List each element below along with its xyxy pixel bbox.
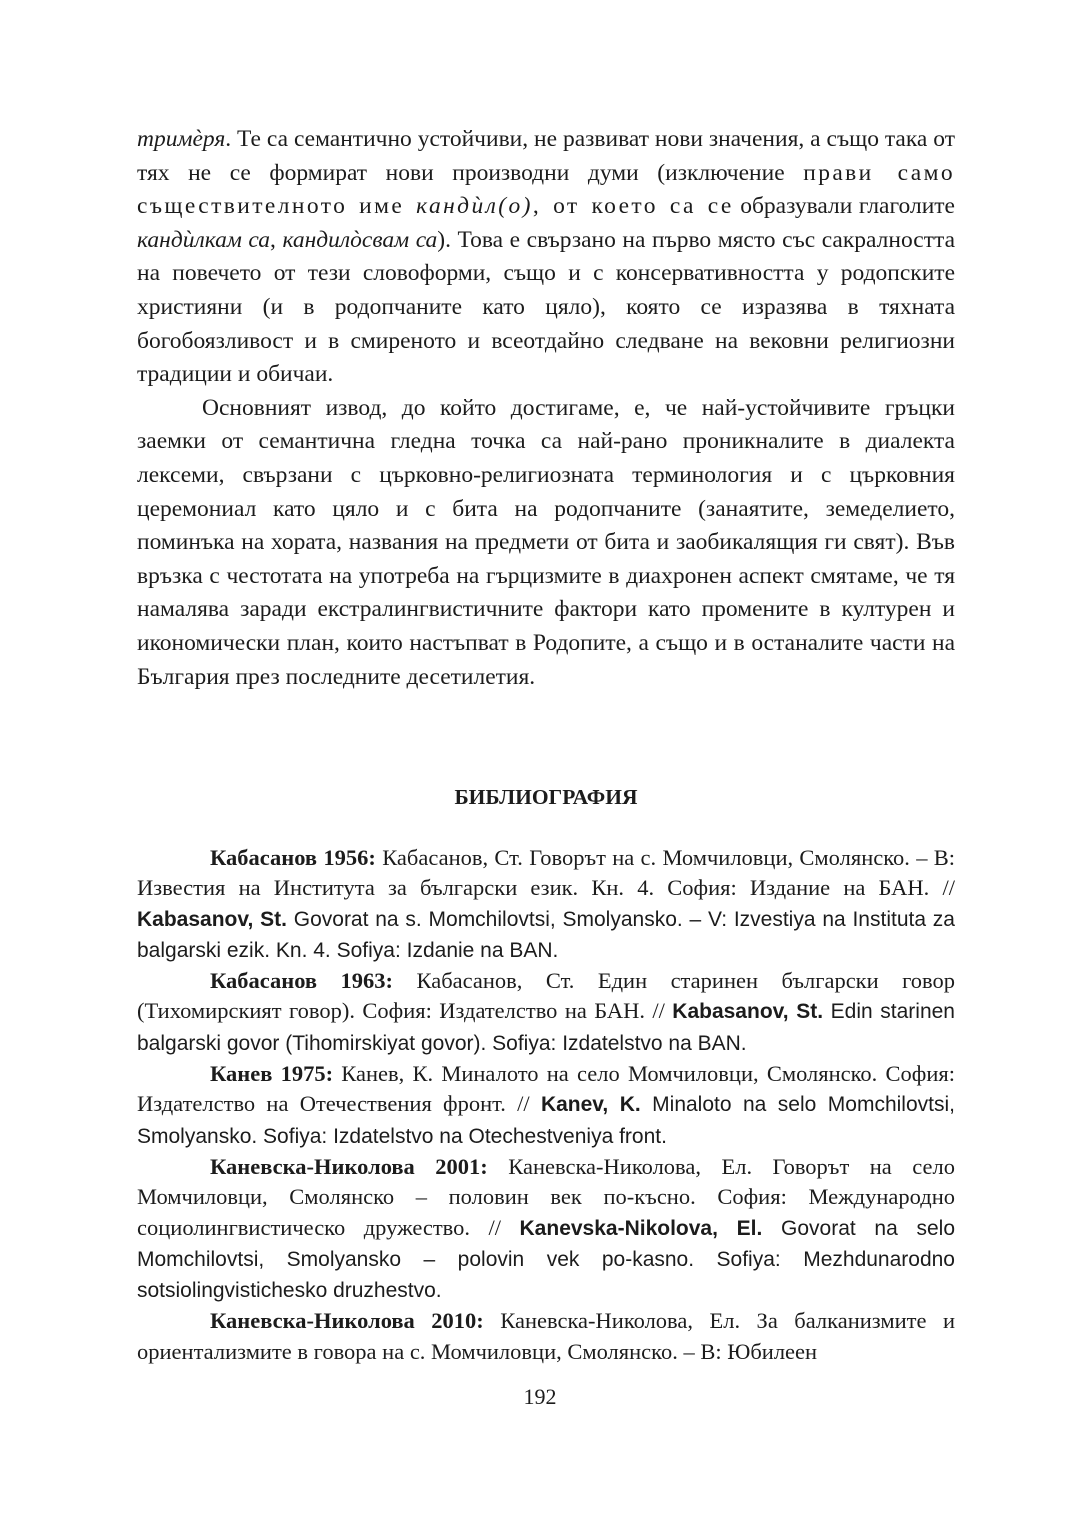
bibliography-entry: Канев 1975: Канев, К. Миналото на село Момчиловци, Смолянско. София: Издателство на Отечествения фронт. // Kanev, K. Minaloto na selo Momchilovtsi, Smolyansko. Sofiya: Izdatelstvo na Otechestveniya front.	[137, 1061, 955, 1148]
bibliography-entry: Кабасанов 1956: Кабасанов, Ст. Говорът на с. Момчиловци, Смолянско. – В: Известия на Института за български език. Кн. 4. София: Издание на БАН. // Kabasanov, St. Govorat na s. Momchilovtsi, Smolyansko. – V: Izvestiya na Instituta za balgarski ezik. Kn. 4. Sofiya: Izdanie na BAN.	[137, 845, 956, 962]
page-number: 192	[523, 1384, 557, 1409]
body-text	[137, 123, 955, 694]
italic-term: кандѝл(о)	[416, 193, 533, 220]
paragraph-2: Основният извод, до който достигаме, е, че най-устойчивите гръцки заемки от семантична гледна точка са най-рано проникналите в диалекта лексеми, свързани с църковно-религиозната терминология и с църковния церемониал като цяло и с бита на родопчаните (занаятите, земеделието, поминъка на хората, названия на предмети от бита и заобикалящия ги свят). Във връзка с честотата на употреба на гърцизмите в диахронен аспект смятаме, че тя намалява заради екстралингвистичните фактори като промените в културен и икономически план, които настъпват в Родопите, а също и в останалите части на България през последните десетилетия.	[137, 394, 955, 690]
bibliography-entry: Каневска-Николова 2010: Каневска-Николова, Ел. За балканизмите и ориентализмите в говора на с. Момчиловци, Смолянско. – В: Юбилеен	[137, 1308, 955, 1364]
italic-term: кандѝлкам са	[137, 226, 270, 253]
bibliography-list	[137, 843, 955, 1367]
bibliography-title: БИБЛИОГРАФИЯ	[454, 785, 638, 809]
italic-term: кандилòсвам са	[282, 226, 438, 253]
italic-term: тримѐря	[137, 126, 226, 152]
paragraph-1: тримѐря. Те са семантично устойчиви, не развиват нови значения, а също така от тях не се формират нови производни думи (изключение прави само съществителното име кандѝл(о), от което са се образували глаголите кандѝлкам са, кандилòсвам са). Това е свързано на първо място със сакралността на повечето от тези словоформи, също и с консервативността у родопските християни (и в родопчаните като цяло), която се изразява в тяхната богобоязливост и в смиреното и всеотдайно следване на вековни религиозни традиции и обичаи.	[137, 126, 955, 388]
bibliography-entry: Каневска-Николова 2001: Каневска-Николова, Ел. Говорът на село Момчиловци, Смолянско – половин век по-късно. София: Международно социолингвистическо дружество. // Kanevska-Nikolova, El. Govorat na selo Momchilovtsi, Smolyansko – polovin vek po-kasno. Sofiya: Mezhdunarodno sotsiolingvistichesko druzhestvo.	[137, 1153, 956, 1303]
bibliography-entry: Кабасанов 1963: Кабасанов, Ст. Един старинен български говор (Тихомирският говор). София: Издателство на БАН. // Kabasanov, St. Edin starinen balgarski govor (Tihomirskiyat govor). Sofiya: Izdatelstvo na BAN.	[137, 968, 956, 1055]
